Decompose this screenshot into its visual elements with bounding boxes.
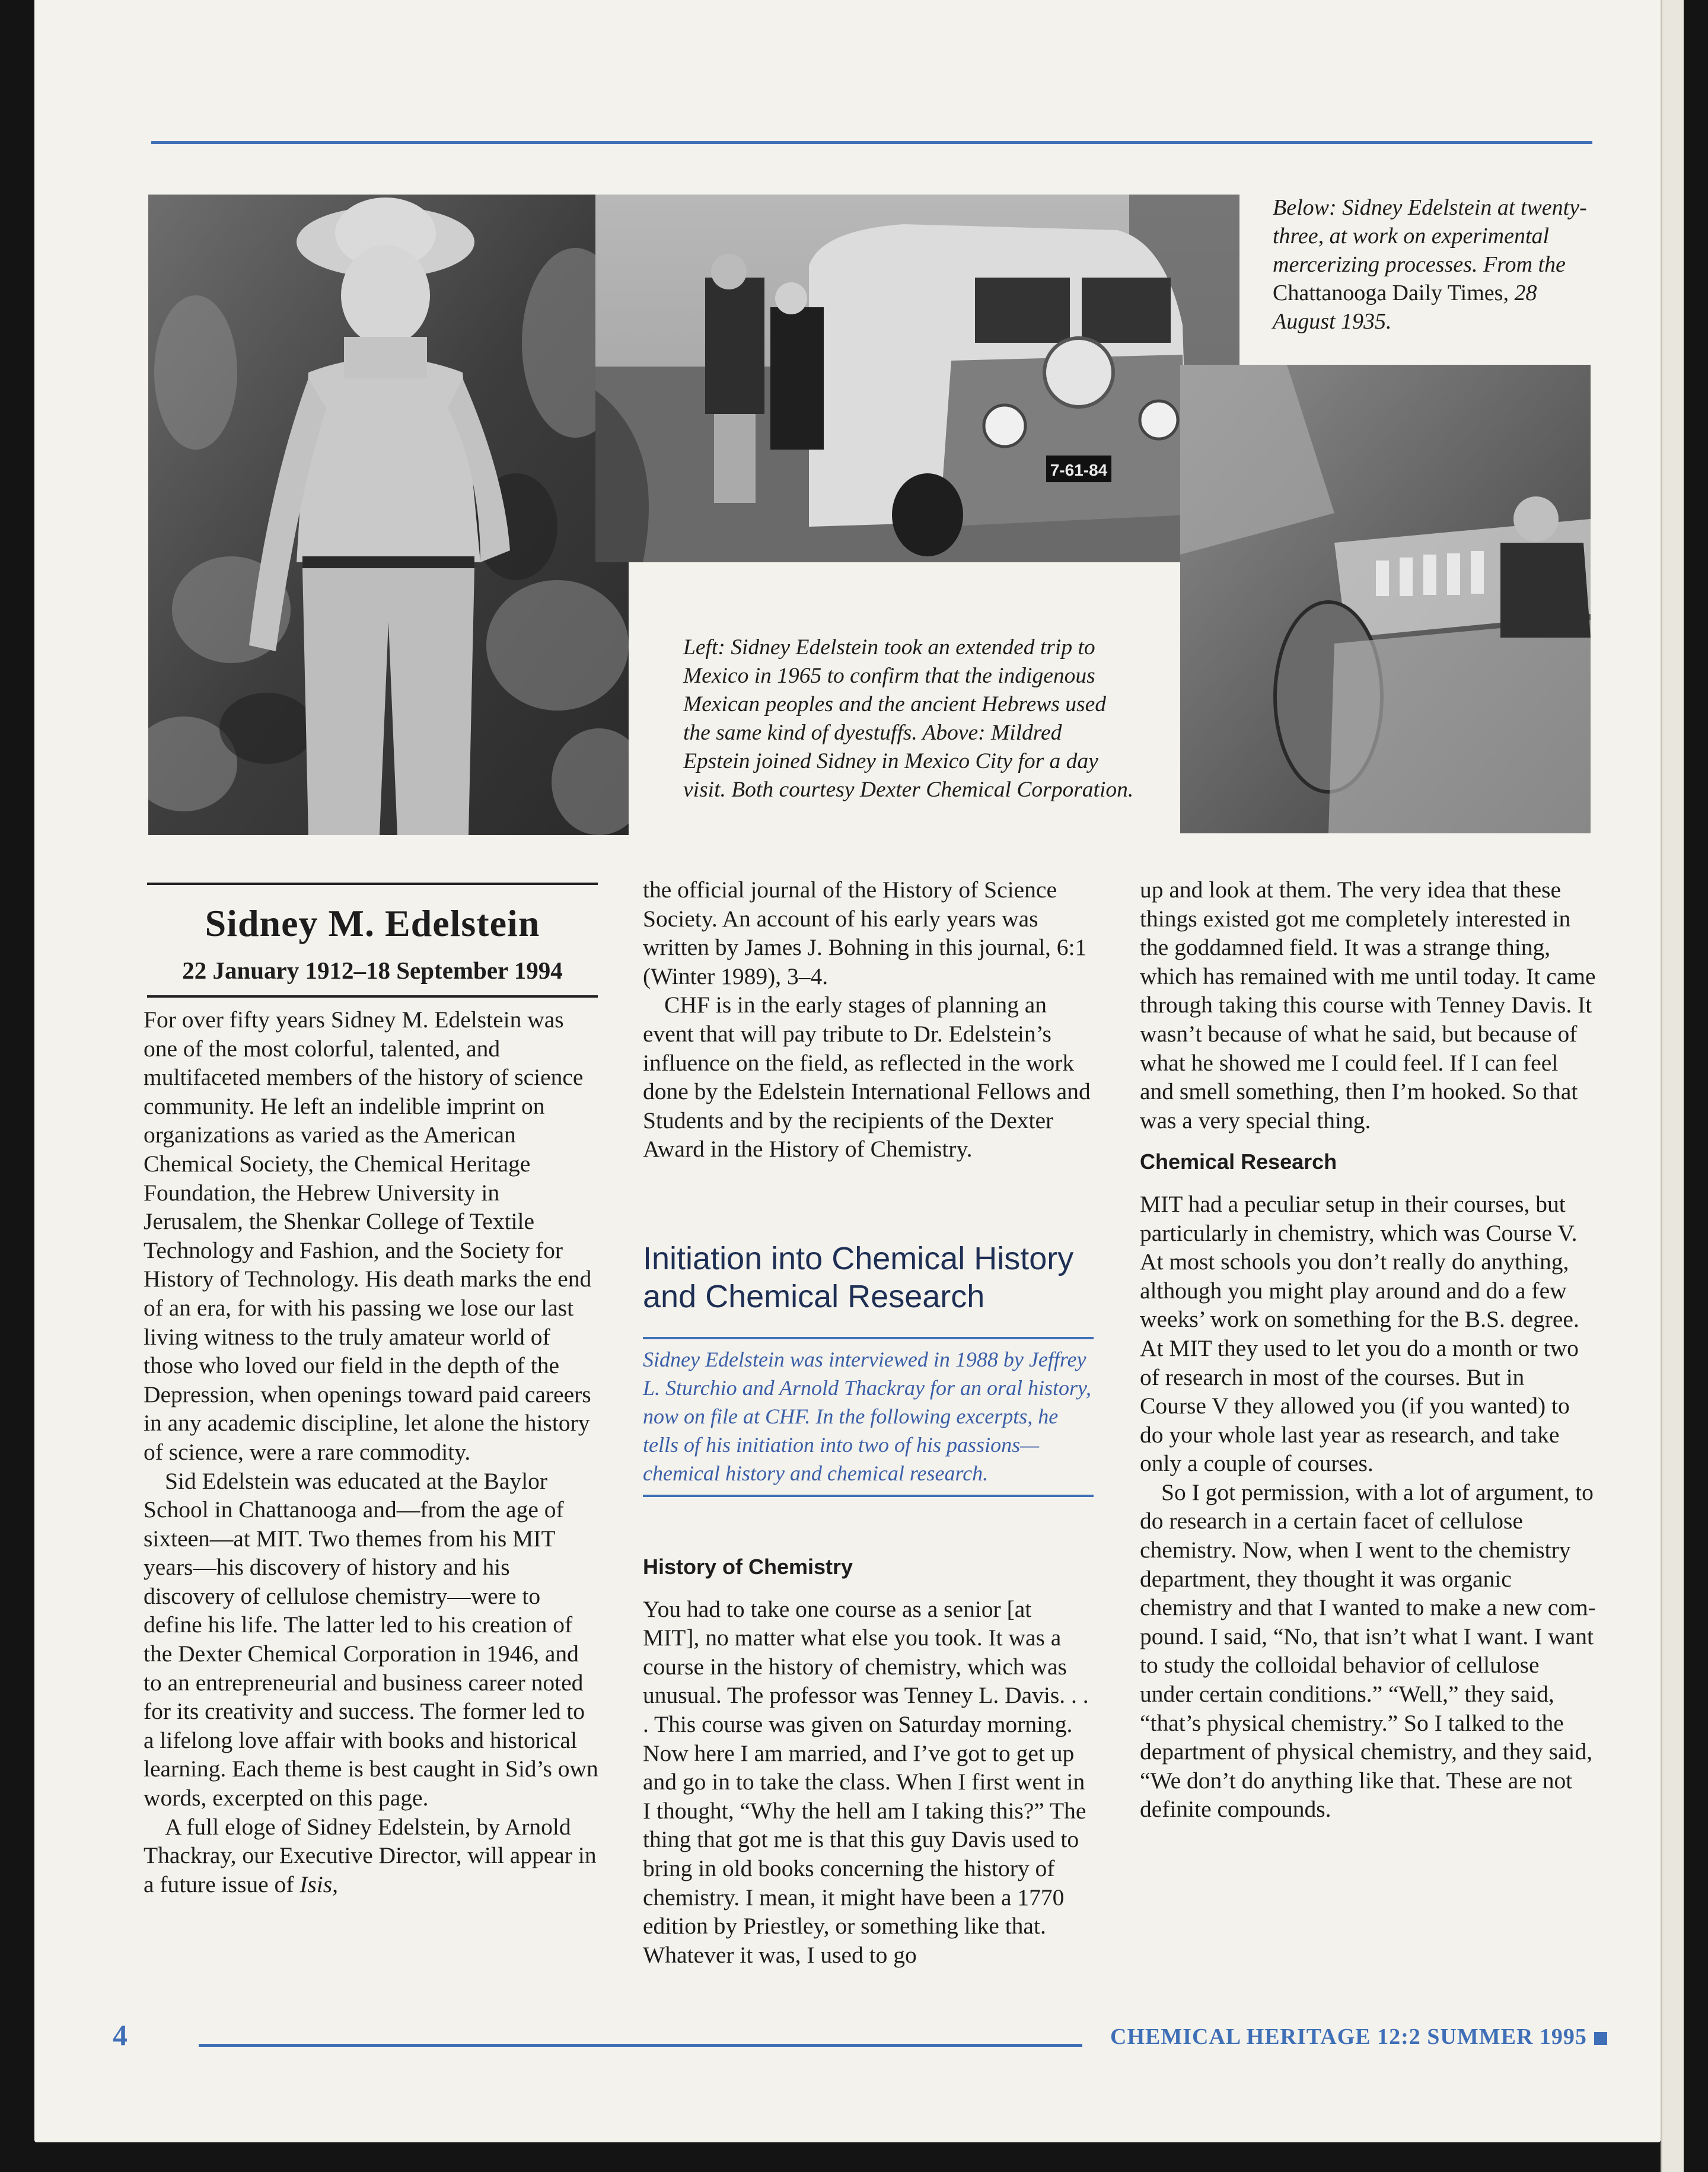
obituary-name: Sidney M. Edelstein bbox=[205, 902, 540, 944]
col1-paragraph: Sid Edelstein was educated at the Baylor School in Chattanooga and—from the age of sixteen—at MIT. Two themes from his MIT years—his discovery of history and his discovery of cellulose chemistry—were to define his life. The latter led to his creation of the Dexter Chemical Corporation in 1946, and to an entrepreneurial and business career noted for its creativity and success. The former led to a lifelong love affair with books and historical learning. Each theme is best caught in Sid’s own words, excerpted on this page. bbox=[144, 1467, 598, 1811]
photo-mexico-van bbox=[595, 195, 1239, 562]
column-2-lower bbox=[643, 1553, 1094, 1969]
column-2 bbox=[643, 875, 1094, 1164]
col3-paragraph: So I got permission, with a lot of argument, to do research in a certain facet of cellulose chemistry. Now, when I went to the chemistry department, they thought it was organic chemistry and that I wanted to make a new compound. I said, “No, that isn’t what I want. I want to study the colloidal behavior of cellulose under certain conditions.” “Well,” they said, “that’s physical chemistry.” So I talked to the department of physical chemistry, and they said, “We don’t do anything like that. These are not definite compounds. bbox=[1140, 1479, 1596, 1823]
interview-intro bbox=[643, 1337, 1094, 1497]
col1-paragraph: For over fifty years Sidney M. Edelstein was one of the most colorful, talented, and multifaceted members of the history of science community. He left an indelible imprint on organizations as varied as the American Chemical Society, the Chemical Heritage Foundation, the Hebrew University in Jerusalem, the Shenkar College of Textile Technology and Fashion, and the Society for History of Technology. His death marks the end of an era, for with his passing we lose our last living witness to the truly amateur world of those who loved our field in the depth of the Depression, when openings toward paid careers in any academic discipline, let alone the history of science, were a rare commodity. bbox=[144, 1007, 592, 1465]
top-rule bbox=[151, 141, 1592, 144]
column-1 bbox=[144, 1005, 600, 1899]
col3-paragraph: MIT had a peculiar setup in their courses, but particularly in chemistry, which was Course V. At most schools you don’t really do anything, although you might play around and do a few weeks’ work on something for the B.S. degree. At MIT they used to let you do a month or two of research in most of the courses. But in Course V they allowed you (if you wanted) to do your whole last year as research, and take only a couple of courses. bbox=[1140, 1190, 1579, 1477]
caption-below-lab bbox=[1273, 193, 1593, 336]
col1-paragraph bbox=[144, 1813, 600, 1899]
caption-below-text: Below: Sidney Edelstein at twenty-three, at work on experimental mercerizing processes. From the bbox=[1273, 195, 1587, 277]
column-3 bbox=[1140, 875, 1597, 1824]
intro-rule-bottom bbox=[643, 1495, 1094, 1497]
col1-p3-text: A full eloge of Sidney Edelstein, by Arnold Thackray, our Executive Director, will appear in a future issue of bbox=[144, 1813, 597, 1897]
caption-below-date: , 28 August 1935. bbox=[1273, 281, 1537, 334]
footer-square-icon bbox=[1594, 2032, 1607, 2045]
title-rule-bottom bbox=[147, 995, 598, 998]
caption-left-above: Left: Sidney Edelstein took an extended trip to Mexico in 1965 to confirm that the indigenous Mexican peoples and the ancient Hebrews used the same kind of dyestuffs. Above: Mildred Epstein joined Sidney in Mexico City for a day visit. Both courtesy Dexter Chemical Corporation. bbox=[683, 635, 1134, 802]
obituary-dates: 22 January 1912–18 September 1994 bbox=[182, 957, 563, 984]
photo-edelstein-portrait bbox=[148, 195, 629, 835]
subhead-research: Chemical Research bbox=[1140, 1149, 1337, 1174]
subhead-history: History of Chemistry bbox=[643, 1555, 853, 1579]
intro-rule-top bbox=[643, 1337, 1094, 1339]
col2-paragraph: CHF is in the early stages of planning an event that will pay tribute to Dr. Edelstein’s influence on the field, as reflected in the work done by the Edelstein International Fellows and Students and by the recipients of the Dexter Award in the History of Chemistry. bbox=[643, 992, 1091, 1163]
adjacent-page-edge bbox=[1661, 0, 1684, 2172]
footer-journal-text: CHEMICAL HERITAGE 12:2 SUMMER 1995 bbox=[1110, 2024, 1587, 2049]
footer-journal bbox=[1110, 2024, 1607, 2050]
caption-below-newspaper: Chattanooga Daily Times bbox=[1273, 281, 1503, 305]
journal-name-isis: Isis, bbox=[299, 1871, 338, 1897]
col3-paragraph: up and look at them. The very idea that these things existed got me completely interested in the goddamned field. It was a strange thing, which has remained with me until today. It came through taking this course with Tenney Davis. It wasn’t because of what he said, but because of what he showed me I could feel. If I can feel and smell something, then I’m hooked. So that was a very special thing. bbox=[1140, 877, 1596, 1133]
obituary-title-block bbox=[147, 883, 598, 998]
photo-lab-mercerizing bbox=[1180, 365, 1591, 833]
col2-paragraph: the official journal of the History of Science Society. An account of his early years was written by James J. Bohning in this journal, 6:1 (Winter 1989), 3–4. bbox=[643, 877, 1087, 989]
title-rule-top bbox=[147, 883, 598, 885]
intro-text: Sidney Edelstein was interviewed in 1988 by Jeffrey L. Sturchio and Arnold Thackray for an oral history, now on file at CHF. In the following excerpts, he tells of his initiation into two of his passions—chemical history and chemical research. bbox=[643, 1348, 1092, 1485]
col2-paragraph: You had to take one course as a senior [at MIT], no matter what else you took. It was a course in the history of chemistry, which was unusual. The professor was Tenney L. Davis. . . . This course was given on Saturday morning. Now here I am married, and I’ve got to get up and go in to take the class. When I first went in I thought, “Why the hell am I taking this?” The thing that got me is that this guy Davis used to bring in old books concerning the history of chemistry. I mean, it might have been a 1770 edition by Priestley, or something like that. Whatever it was, I used to go bbox=[643, 1595, 1089, 1968]
license-plate: 7-61-84 bbox=[1050, 461, 1108, 479]
section-heading: Initiation into Chemical History and Chemical Research bbox=[643, 1241, 1074, 1314]
page-number: 4 bbox=[113, 2018, 128, 2052]
footer-rule bbox=[199, 2044, 1082, 2047]
